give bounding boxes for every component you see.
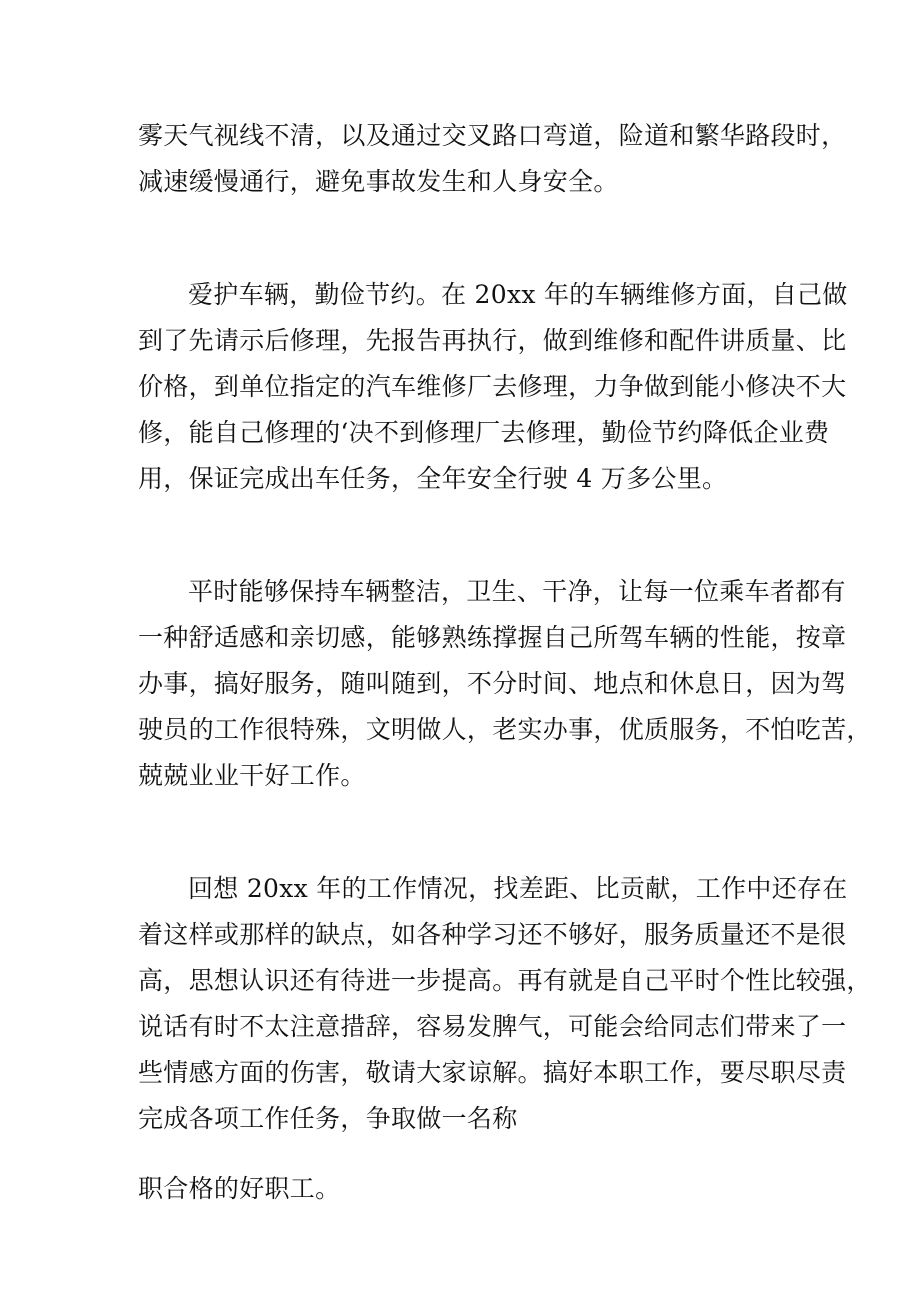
- paragraph-3-line-3: 办事，搞好服务，随叫随到，不分时间、地点和休息日，因为驾: [138, 669, 847, 698]
- paragraph-2-line-3: 价格，到单位指定的汽车维修厂去修理，力争做到能小修决不大: [138, 372, 847, 401]
- paragraph-2-line-4: 修，能自己修理的‘决不到修理厂去修理，勤俭节约降低企业费: [138, 418, 830, 447]
- paragraph-1-line-1: 雾天气视线不清，以及通过交叉路口弯道，险道和繁华路段时，: [138, 121, 847, 150]
- paragraph-4-line-1: 回想 20xx 年的工作情况，找差距、比贡献，工作中还存在: [188, 874, 848, 903]
- paragraph-3-line-5: 兢兢业业干好工作。: [138, 761, 366, 790]
- paragraph-2-line-1: 爱护车辆，勤俭节约。在 20xx 年的车辆维修方面，自己做: [188, 280, 848, 309]
- paragraph-4-line-6: 完成各项工作任务，争取做一名称: [138, 1104, 518, 1133]
- paragraph-4-line-2: 着这样或那样的缺点，如各种学习还不够好，服务质量还不是很: [138, 920, 847, 949]
- paragraph-2-line-5: 用，保证完成出车任务，全年安全行驶 4 万多公里。: [138, 464, 728, 493]
- paragraph-3-line-1: 平时能够保持车辆整洁，卫生、干净，让每一位乘车者都有: [188, 577, 846, 606]
- paragraph-4-line-5: 些情感方面的伤害，敬请大家谅解。搞好本职工作，要尽职尽责: [138, 1058, 847, 1087]
- paragraph-4-line-4: 说话有时不太注意措辞，容易发脾气，可能会给同志们带来了一: [138, 1012, 847, 1041]
- paragraph-4-line-3: 高，思想认识还有待进一步提高。再有就是自己平时个性比较强，: [138, 966, 872, 995]
- paragraph-5-line-1: 职合格的好职工。: [138, 1174, 341, 1203]
- paragraph-3-line-2: 一种舒适感和亲切感，能够熟练撑握自己所驾车辆的性能，按章: [138, 623, 847, 652]
- paragraph-3-line-4: 驶员的工作很特殊，文明做人，老实办事，优质服务，不怕吃苦，: [138, 715, 872, 744]
- paragraph-2-line-2: 到了先请示后修理，先报告再执行，做到维修和配件讲质量、比: [138, 326, 847, 355]
- paragraph-1-line-2: 减速缓慢通行，避免事故发生和人身安全。: [138, 167, 619, 196]
